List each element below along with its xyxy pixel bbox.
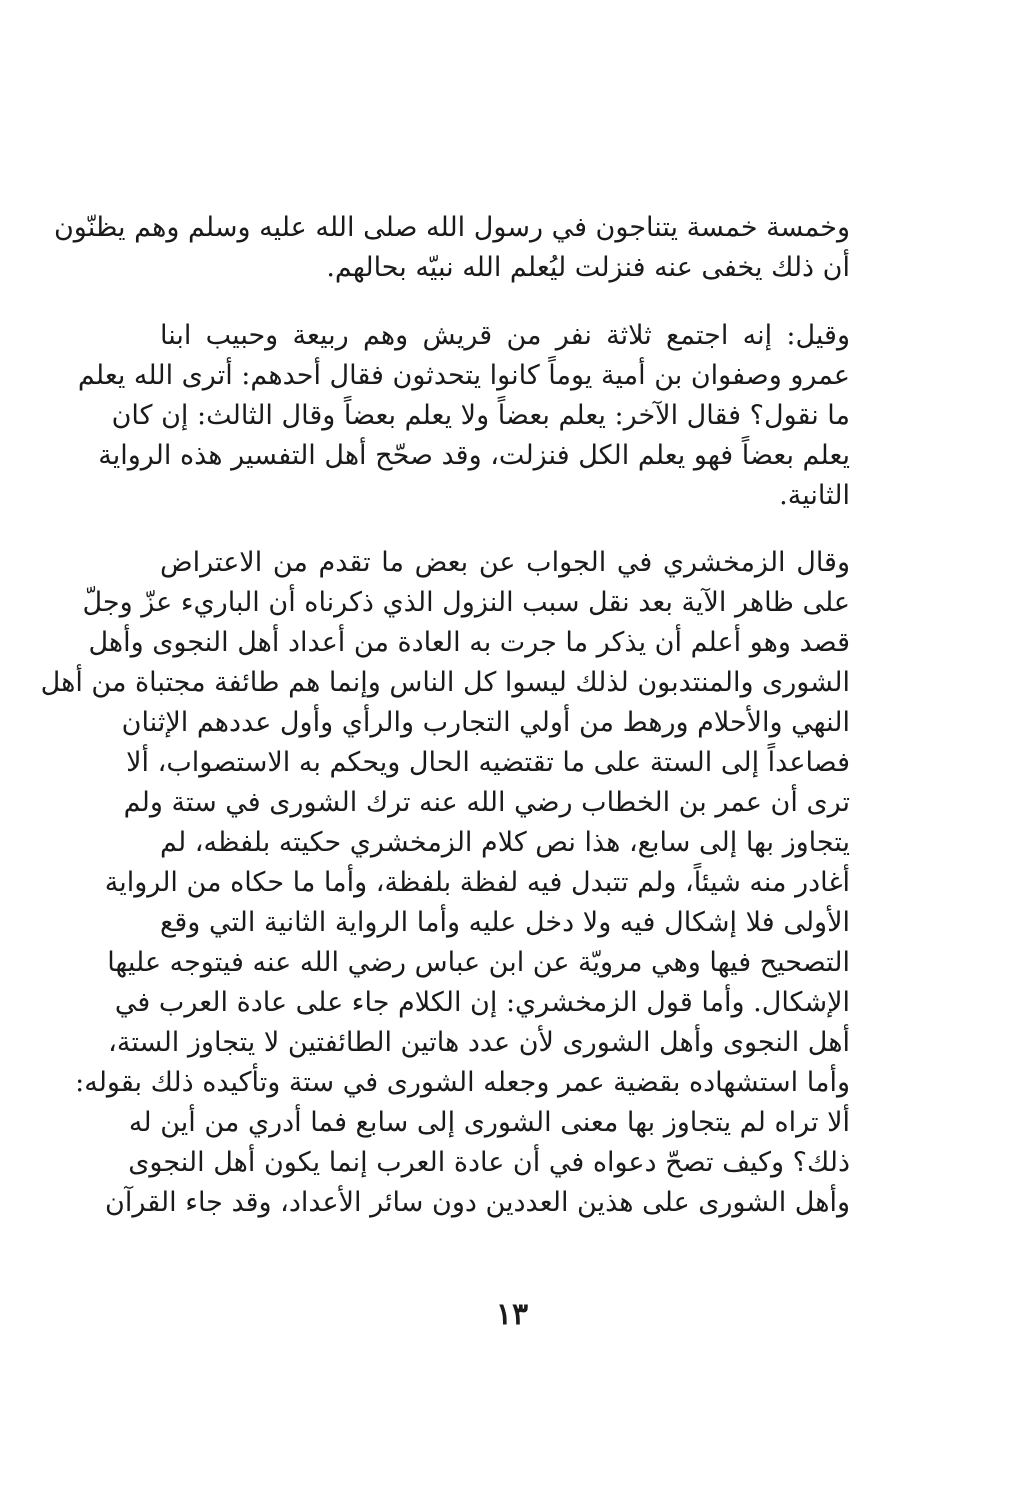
text-line: النهي والأحلام ورهط من أولي التجارب والرأي وأول عددهم الإثنان [121,707,850,738]
text-line: ترى أن عمر بن الخطاب رضي الله عنه ترك الشورى في ستة ولم [123,787,850,818]
text-line: فصاعداً إلى الستة على ما تقتضيه الحال ويحكم به الاستصواب، ألا [126,747,850,778]
text-line: على ظاهر الآية بعد نقل سبب النزول الذي ذكرناه أن الباريء عزّ وجلّ [82,587,850,618]
text-line: أغادر منه شيئاً، ولم تتبدل فيه لفظة بلفظة، وأما ما حكاه من الرواية [104,867,850,898]
text-line: التصحيح فيها وهي مرويّة عن ابن عباس رضي الله عنه فيتوجه عليها [107,947,850,978]
text-line: وأهل الشورى على هذين العددين دون سائر الأعداد، وقد جاء القرآن [105,1187,850,1218]
paragraph-1 [53,208,850,288]
text-line: عمرو وصفوان بن أمية يوماً كانوا يتحدثون فقال أحدهم: أترى الله يعلم [77,360,850,391]
paragraph-3 [40,543,850,1223]
text-line: يتجاوز بها إلى سابع، هذا نص كلام الزمخشري حكيته بلفظه، لم [160,827,850,858]
text-line: أهل النجوى وأهل الشورى لأن عدد هاتين الطائفتين لا يتجاوز الستة، [108,1027,850,1058]
page-number: ١٣ [495,1297,529,1332]
text-line: ذلك؟ وكيف تصحّ دعواه في أن عادة العرب إنما يكون أهل النجوى [128,1147,850,1178]
text-line: وقال الزمخشري في الجواب عن بعض ما تقدم من الاعتراض [160,547,850,578]
paragraph-2 [77,316,850,516]
text-line: ألا تراه لم يتجاوز بها معنى الشورى إلى سابع فما أدري من أين له [128,1107,850,1138]
text-line: أن ذلك يخفى عنه فنزلت ليُعلم الله نبيّه بحالهم. [326,252,850,283]
text-line: وأما استشهاده بقضية عمر وجعله الشورى في ستة وتأكيده ذلك بقوله: [75,1067,850,1098]
text-line: الأولى فلا إشكال فيه ولا دخل عليه وأما الرواية الثانية التي وقع [160,907,850,938]
text-line: الإشكال. وأما قول الزمخشري: إن الكلام جاء على عادة العرب في [114,987,850,1018]
text-line: وقيل: إنه اجتمع ثلاثة نفر من قريش وهم ربيعة وحبيب ابنا [160,320,850,351]
text-line: يعلم بعضاً فهو يعلم الكل فنزلت، وقد صحّح أهل التفسير هذه الرواية [98,440,850,471]
text-line: قصد وهو أعلم أن يذكر ما جرت به العادة من أعداد أهل النجوى وأهل [88,627,850,658]
text-line: الثانية. [779,480,850,511]
text-line: ما نقول؟ فقال الآخر: يعلم بعضاً ولا يعلم بعضاً وقال الثالث: إن كان [111,400,850,431]
text-line: وخمسة خمسة يتناجون في رسول الله صلى الله عليه وسلم وهم يظنّون [53,212,850,243]
text-line: الشورى والمنتدبون لذلك ليسوا كل الناس وإنما هم طائفة مجتباة من أهل [40,667,850,698]
